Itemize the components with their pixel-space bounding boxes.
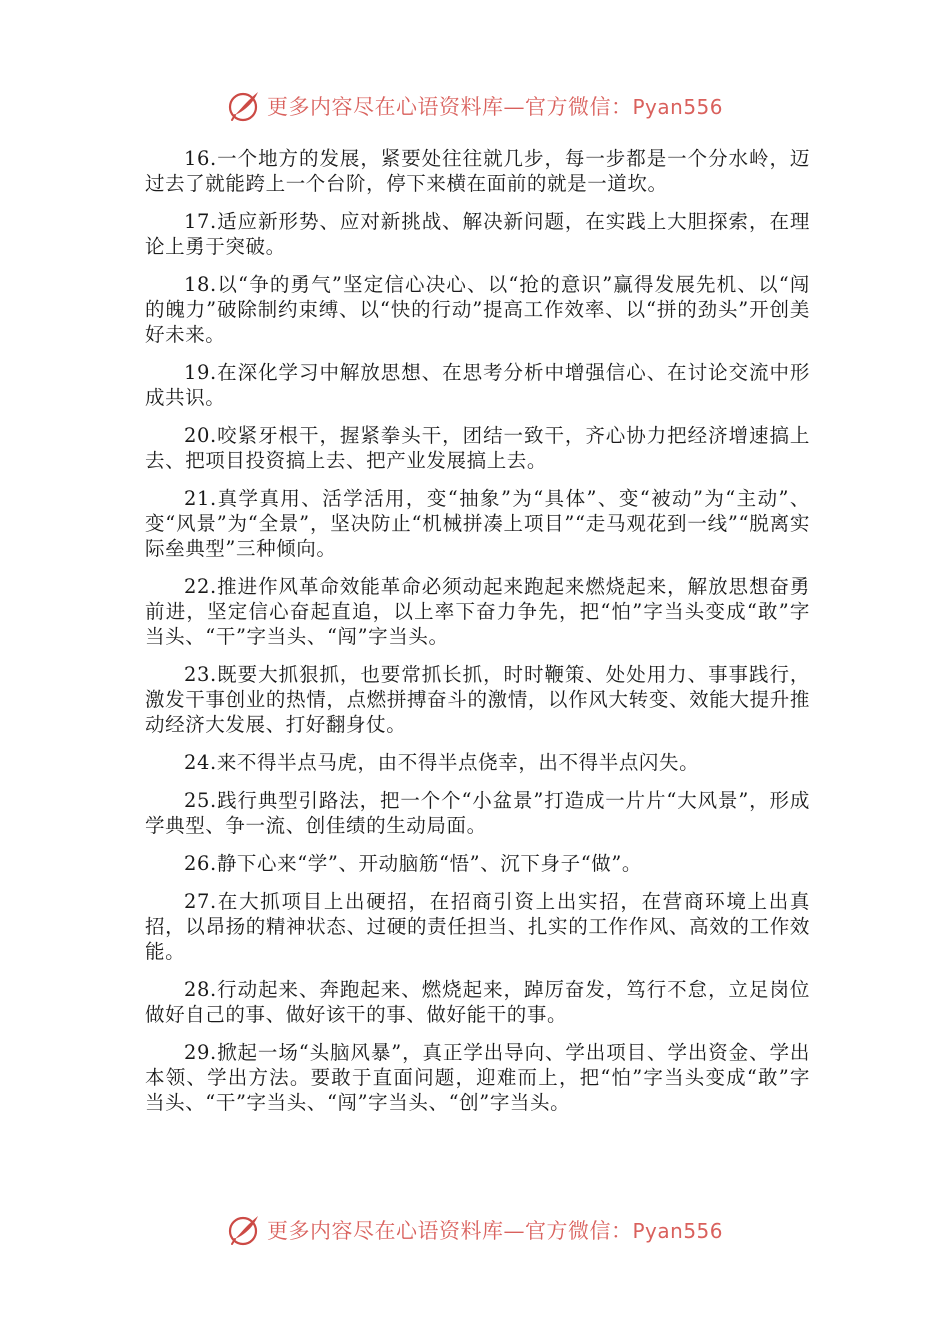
list-item: [145, 889, 810, 964]
item-text: 掀起一场“头脑风暴”，真正学出导向、学出项目、学出资金、学出本领、学出方法。要敢于直面问题，迎难而上，把“怕”字当头变成“敢”字当头、“干”字当头、“闯”字当头、“创”字当头。: [145, 1041, 810, 1114]
item-number: 17.: [184, 210, 217, 233]
item-text: 在深化学习中解放思想、在思考分析中增强信心、在讨论交流中形成共识。: [145, 361, 810, 409]
item-number: 28.: [184, 978, 217, 1001]
list-item: [145, 423, 810, 473]
item-number: 29.: [184, 1041, 217, 1064]
list-item: [145, 360, 810, 410]
header-banner-text: 更多内容尽在心语资料库—官方微信：Pyan556: [266, 95, 723, 119]
wechat-id: Pyan556: [632, 1219, 723, 1243]
item-number: 16.: [184, 147, 217, 170]
footer-banner-text: 更多内容尽在心语资料库—官方微信：Pyan556: [266, 1219, 723, 1243]
footer-banner: [0, 1210, 950, 1250]
list-item: [145, 977, 810, 1027]
item-text: 真学真用、活学活用，变“抽象”为“具体”、变“被动”为“主动”、变“风景”为“全景”，坚决防止“机械拼凑上项目”“走马观花到一线”“脱离实际垒典型”三种倾向。: [145, 487, 810, 560]
item-text: 行动起来、奔跑起来、燃烧起来，踔厉奋发，笃行不怠，立足岗位做好自己的事、做好该干的事、做好能干的事。: [145, 978, 810, 1026]
list-item: [145, 750, 810, 775]
item-number: 25.: [184, 789, 217, 812]
item-number: 27.: [184, 890, 217, 913]
list-item: [145, 574, 810, 649]
item-text: 适应新形势、应对新挑战、解决新问题，在实践上大胆探索，在理论上勇于突破。: [145, 210, 810, 258]
list-item: [145, 272, 810, 347]
item-number: 19.: [184, 361, 217, 384]
item-text: 在大抓项目上出硬招，在招商引资上出实招，在营商环境上出真招，以昂扬的精神状态、过硬的责任担当、扎实的工作作风、高效的工作效能。: [145, 890, 810, 963]
document-body: [145, 146, 810, 1128]
list-item: [145, 486, 810, 561]
list-item: [145, 146, 810, 196]
item-text: 来不得半点马虎，由不得半点侥幸，出不得半点闪失。: [216, 751, 700, 774]
header-banner: [0, 86, 950, 126]
list-item: [145, 851, 810, 876]
item-number: 18.: [184, 273, 217, 296]
item-text: 一个地方的发展，紧要处往往就几步，每一步都是一个分水岭，迈过去了就能跨上一个台阶，停下来横在面前的就是一道坎。: [145, 147, 810, 195]
list-item: [145, 209, 810, 259]
quill-logo-icon: [227, 89, 261, 123]
item-text: 推进作风革命效能革命必须动起来跑起来燃烧起来，解放思想奋勇前进，坚定信心奋起直追，以上率下奋力争先，把“怕”字当头变成“敢”字当头、“干”字当头、“闯”字当头。: [145, 575, 810, 648]
item-number: 21.: [184, 487, 217, 510]
list-item: [145, 788, 810, 838]
item-number: 23.: [184, 663, 217, 686]
item-number: 22.: [184, 575, 217, 598]
item-text: 以“争的勇气”坚定信心决心、以“抢的意识”赢得发展先机、以“闯的魄力”破除制约束缚、以“快的行动”提高工作效率、以“拼的劲头”开创美好未来。: [145, 273, 810, 346]
item-text: 静下心来“学”、开动脑筋“悟”、沉下身子“做”。: [216, 852, 643, 875]
item-number: 20.: [184, 424, 217, 447]
list-item: [145, 662, 810, 737]
wechat-id: Pyan556: [632, 95, 723, 119]
item-text: 既要大抓狠抓，也要常抓长抓，时时鞭策、处处用力、事事践行，激发干事创业的热情，点燃拼搏奋斗的激情，以作风大转变、效能大提升推动经济大发展、打好翻身仗。: [145, 663, 810, 736]
quill-logo-icon: [227, 1213, 261, 1247]
list-item: [145, 1040, 810, 1115]
item-text: 咬紧牙根干，握紧拳头干，团结一致干，齐心协力把经济增速搞上去、把项目投资搞上去、把产业发展搞上去。: [145, 424, 810, 472]
item-number: 26.: [184, 852, 217, 875]
item-number: 24.: [184, 751, 217, 774]
item-text: 践行典型引路法，把一个个“小盆景”打造成一片片“大风景”，形成学典型、争一流、创佳绩的生动局面。: [145, 789, 810, 837]
